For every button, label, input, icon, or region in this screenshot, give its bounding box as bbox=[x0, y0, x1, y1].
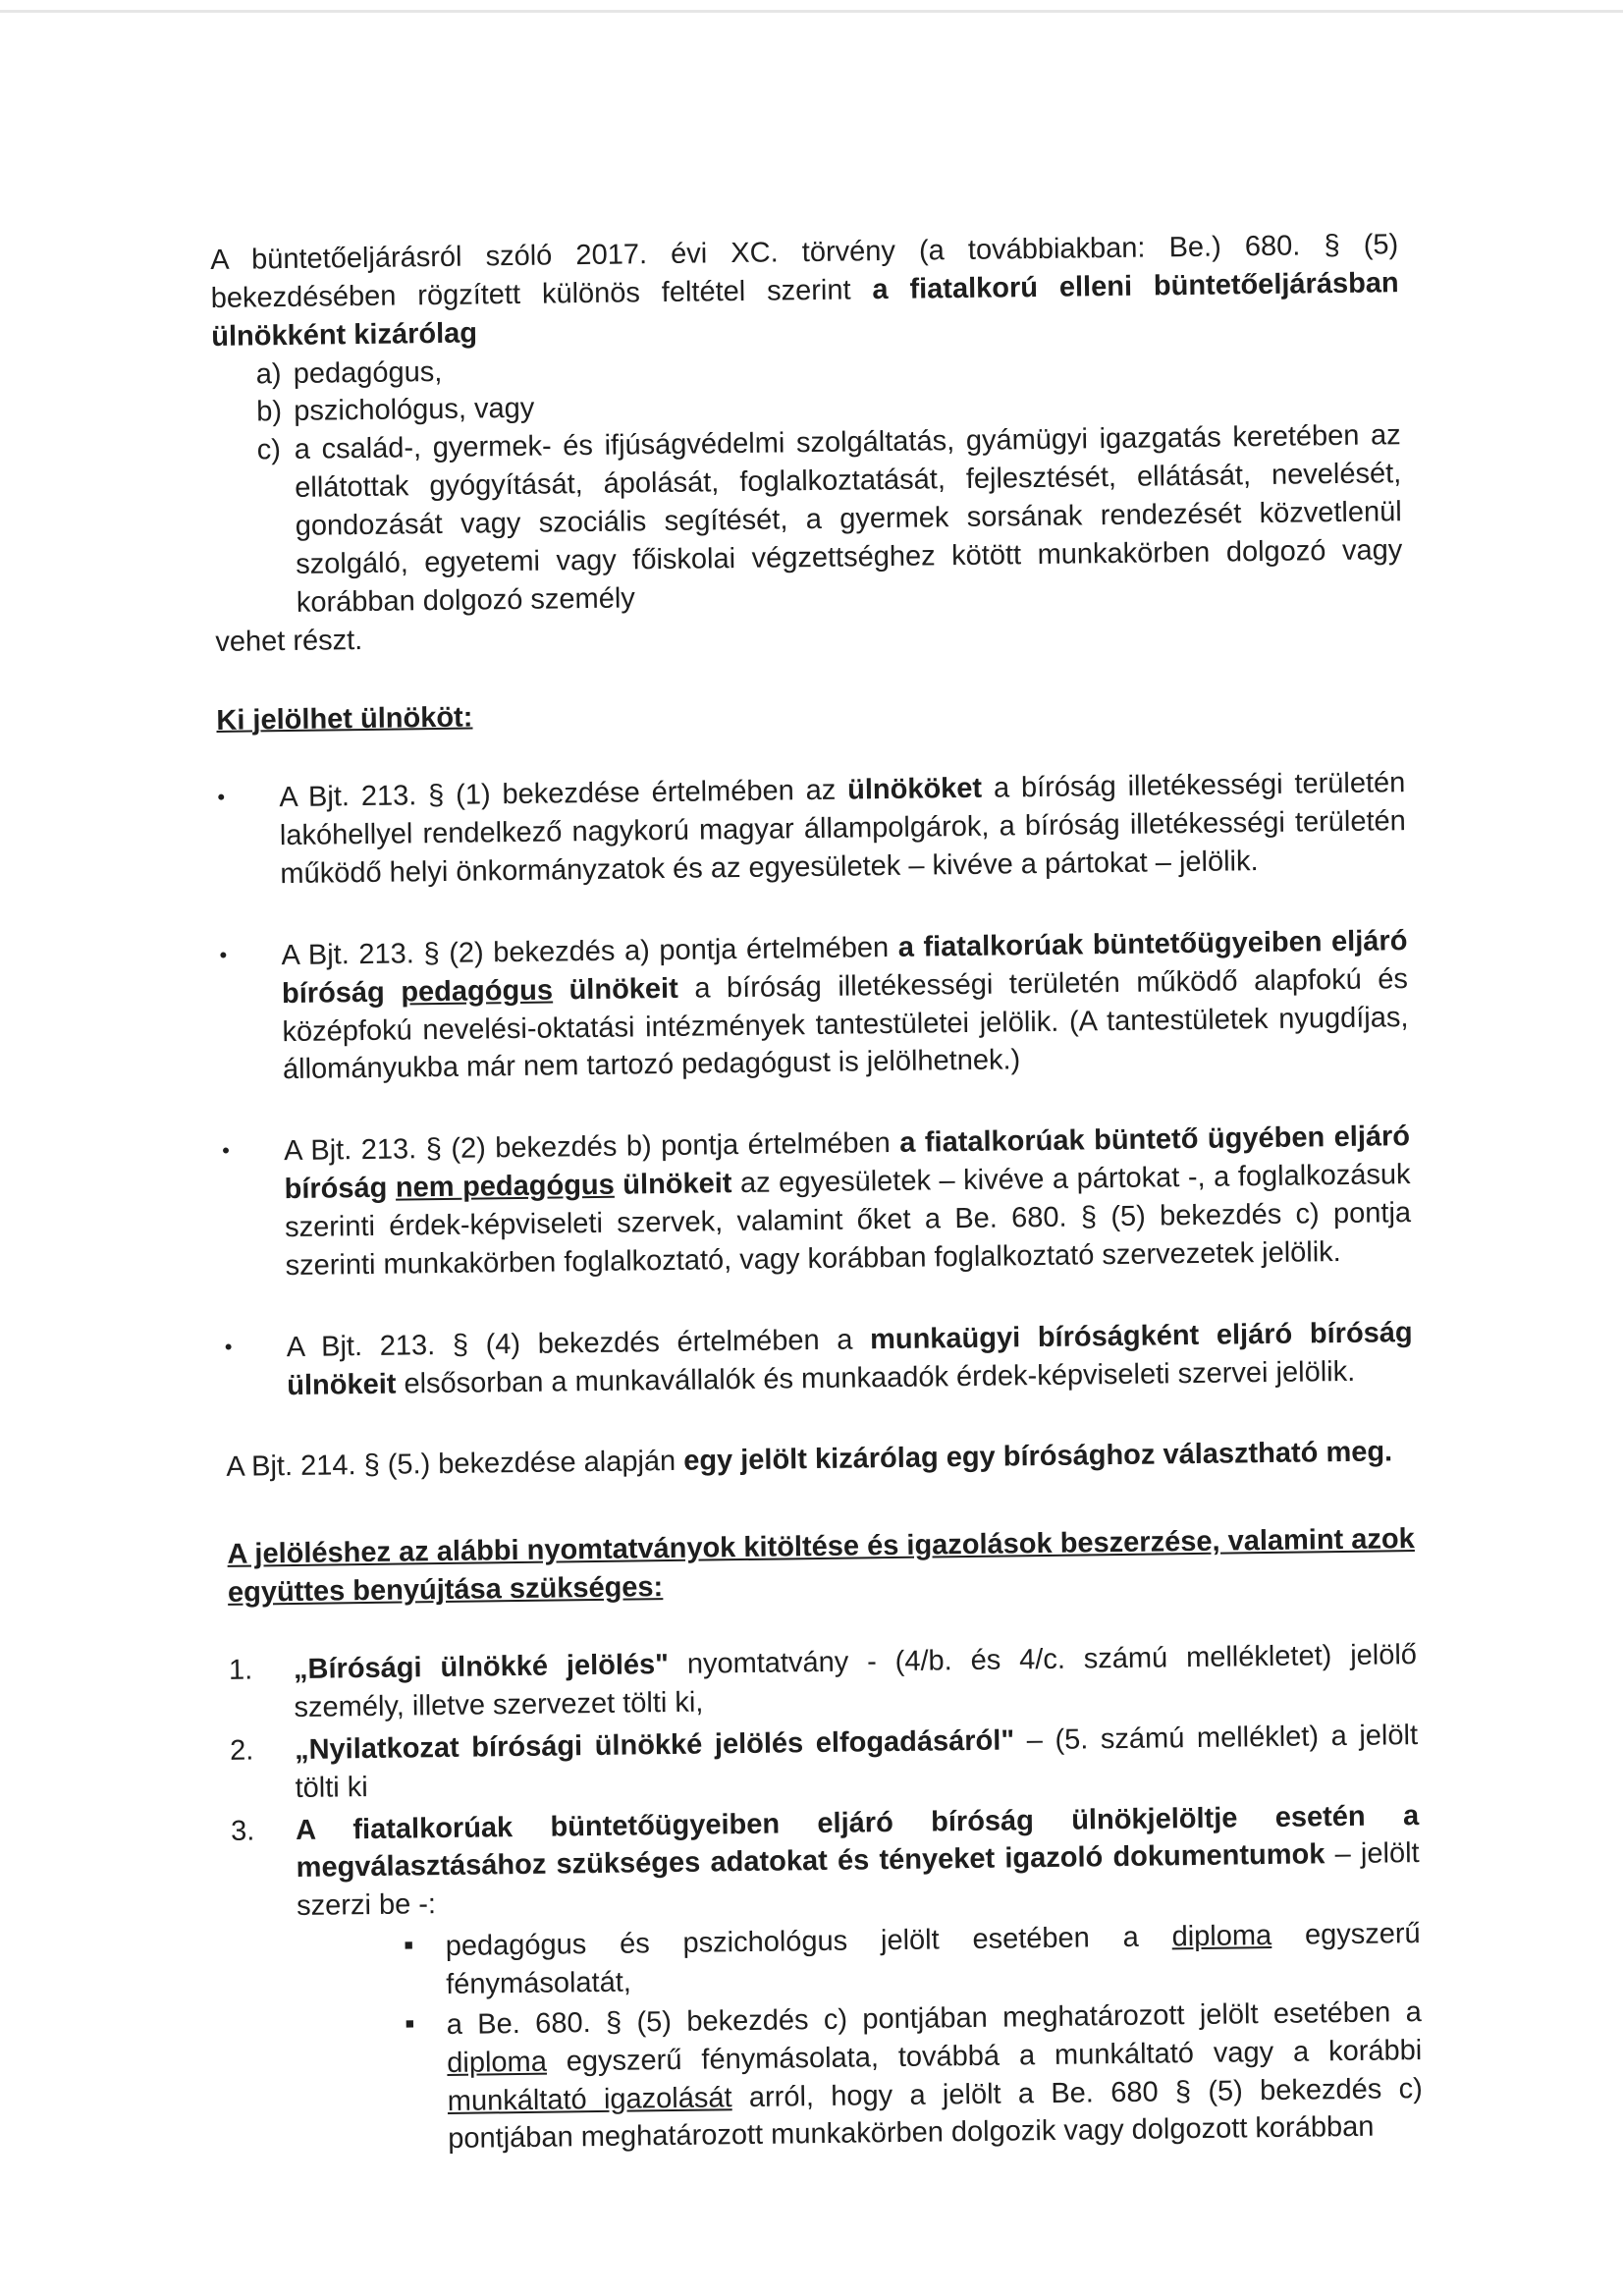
sublist-item bbox=[405, 1915, 1422, 2004]
intro-paragraph bbox=[210, 226, 1399, 355]
requirement-text: „Nyilatkozat bírósági ülnökké jelölés elfogadásáról" – (5. számú melléklet) a jelölt tölti ki bbox=[294, 1719, 1419, 1804]
requirement-item bbox=[229, 1636, 1418, 1728]
number-marker: 2. bbox=[229, 1734, 254, 1767]
requirement-item bbox=[231, 1797, 1420, 1927]
sublist-text: pedagógus és pszichológus jelölt esetében a diploma egyszerű fénymásolatát, bbox=[445, 1918, 1421, 2000]
number-marker: 3. bbox=[230, 1815, 255, 1847]
bullet-text: A Bjt. 213. § (4) bekezdés értelmében a munkaügyi bíróságként eljáró bíróság ülnökeit elsősorban a munkavállalók és munkaadók érdek-képviseleti szervei jelölik. bbox=[286, 1316, 1413, 1401]
item-marker: b) bbox=[256, 396, 283, 428]
number-marker: 1. bbox=[228, 1654, 253, 1686]
eligibility-item bbox=[257, 416, 1403, 623]
bullet-text: A Bjt. 213. § (2) bekezdés a) pontja értelmében a fiatalkorúak büntetőügyeiben eljáró bíróság pedagógus ülnökeit a bíróság illetékességi területén működő alapfokú és középfokú nevelési-oktatási intézmények tantestületei jelölik. (A tantestületek nyugdíjas, állományukba már nem tartozó pedagógust is jelölhetnek.) bbox=[281, 924, 1409, 1086]
requirement-text: „Bírósági ülnökké jelölés" nyomtatvány - (4/b. és 4/c. számú mellékletet) jelölő személy, illetve szervezet tölti ki, bbox=[293, 1639, 1418, 1723]
bullet-item bbox=[222, 1118, 1412, 1285]
bullet-text: A Bjt. 213. § (1) bekezdése értelmében az ülnököket a bíróság illetékességi területén lakóhellyel rendelkező nagykorú magyar állampolgárok, a bíróság illetékességi területén működő helyi önkormányzatok és az egyesületek – kivéve a pártokat – jelölik. bbox=[279, 767, 1407, 891]
document-body bbox=[210, 226, 1424, 2163]
bullet-dot: • bbox=[217, 785, 226, 810]
intro-closing: vehet részt. bbox=[215, 624, 363, 658]
bullet-text: A Bjt. 213. § (2) bekezdés b) pontja értelmében a fiatalkorúak büntető ügyében eljáró bíróság nem pedagógus ülnökeit az egyesületek – kivéve a pártokat -, a foglalkozásuk szerinti érdek-képviseleti szervek, valamint őket a Be. 680. § (5) bekezdés c) pontja szerinti munkakörben foglalkoztató, vagy korábban foglalkoztató szervezetek jelölik. bbox=[283, 1121, 1412, 1282]
item-text: pedagógus, bbox=[293, 355, 443, 390]
nominate-heading-text: Ki jelölhet ülnököt: bbox=[216, 701, 473, 738]
item-text: pszichológus, vagy bbox=[294, 393, 535, 428]
article-214-paragraph: A Bjt. 214. § (5.) bekezdése alapján egy jelölt kizárólag egy bírósághoz választható meg. bbox=[226, 1436, 1393, 1484]
item-marker: a) bbox=[255, 357, 282, 390]
requirements-heading bbox=[227, 1520, 1416, 1613]
nomination-bullets bbox=[217, 764, 1413, 1405]
sublist-text: a Be. 680. § (5) bekezdés c) pontjában meghatározott jelölt esetében a diploma egyszerű fénymásolata, továbbá a munkáltató vagy a korábbi munkáltató igazolását arról, hogy a jelölt a Be. 680 § (5) bekezdés c) pontjában meghatározott munkakörben dolgozik vagy dolgozott korábban bbox=[446, 1995, 1423, 2156]
intro-bold-text: a fiatalkorú elleni büntetőeljárásban ülnökként kizárólag bbox=[211, 267, 1399, 353]
document-sublist bbox=[405, 1915, 1424, 2159]
sublist-item bbox=[406, 1994, 1424, 2159]
square-bullet: ■ bbox=[405, 2015, 414, 2033]
bullet-dot: • bbox=[224, 1334, 233, 1359]
square-bullet: ■ bbox=[404, 1937, 413, 1954]
bullet-item bbox=[225, 1314, 1414, 1406]
bullet-dot: • bbox=[219, 942, 228, 967]
requirements-list bbox=[229, 1636, 1421, 1927]
item-text: a család-, gyermek- és ifjúságvédelmi szolgáltatás, gyámügyi igazgatás keretében az ellátottak gyógyítását, ápolását, foglalkoztatását, fejlesztését, ellátását, nevelését, gondozását vagy szociális segítését, a gyermek sorsának rendezését közvetlenül szolgáló, egyetemi vagy főiskolai végzettséghez kötött munkakörben dolgozó vagy korábban dolgozó személy bbox=[294, 419, 1403, 619]
bullet-item bbox=[219, 922, 1409, 1090]
requirement-text: A fiatalkorúak büntetőügyeiben eljáró bíróság ülnökjelöltje esetén a megválasztásához szükséges adatokat és tényeket igazoló dokumentumok – jelölt szerzi be -: bbox=[295, 1799, 1420, 1923]
item-marker: c) bbox=[256, 434, 282, 466]
bullet-item bbox=[217, 764, 1406, 894]
bullet-dot: • bbox=[221, 1138, 230, 1164]
nominate-heading bbox=[216, 687, 1404, 741]
eligibility-list bbox=[256, 341, 1403, 623]
intro-text: A büntetőeljárásról szóló 2017. évi XC. törvény (a továbbiakban: Be.) 680. § (5) bekezdésében rögzített különös feltétel szerint bbox=[210, 229, 1399, 314]
requirements-heading-text: A jelöléshez az alábbi nyomtatványok kitöltése és igazolások beszerzése, valamint azok együttes benyújtása szükséges: bbox=[227, 1523, 1415, 1610]
scan-edge-line bbox=[0, 10, 1623, 13]
requirement-item bbox=[230, 1717, 1419, 1809]
